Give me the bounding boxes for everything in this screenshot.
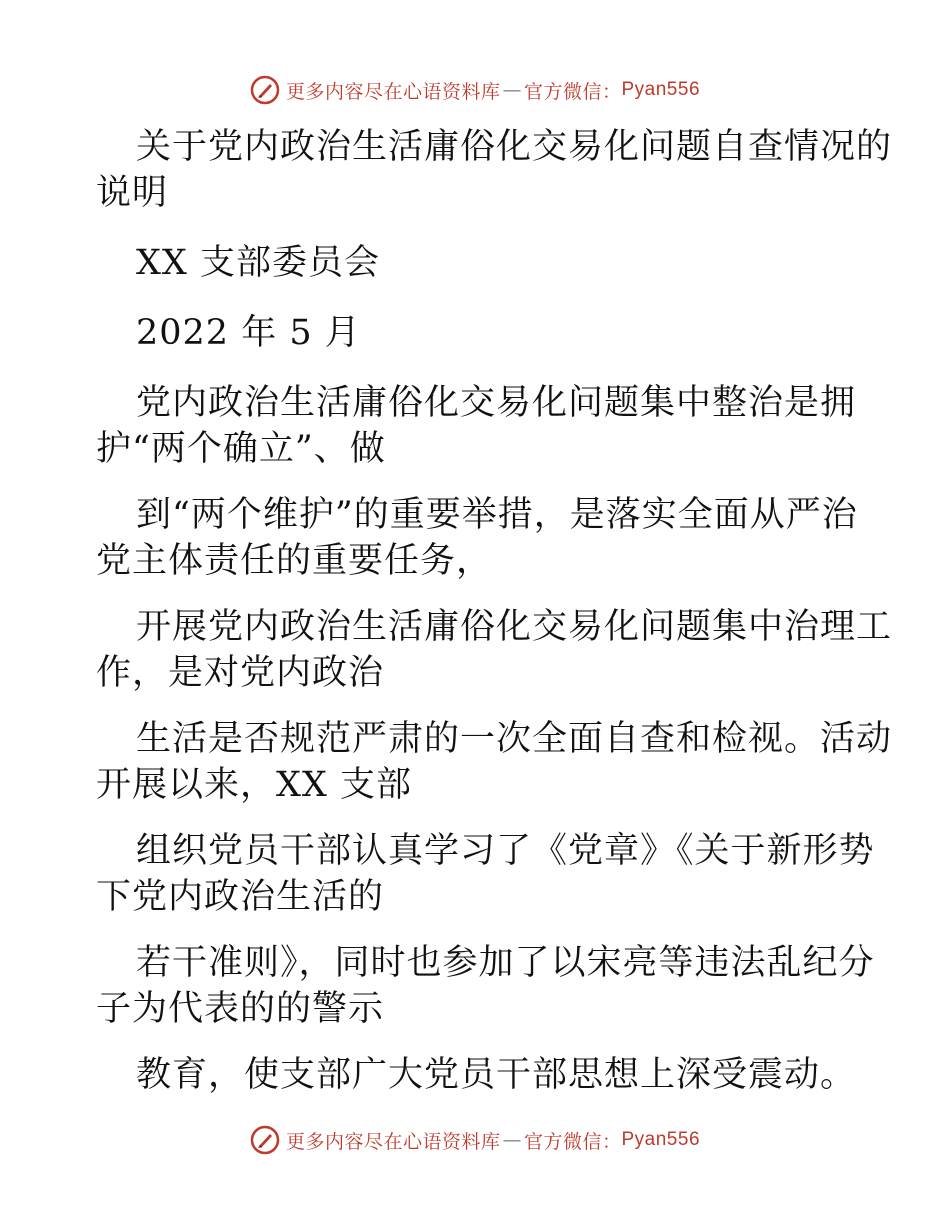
watermark-separator: —: [502, 1129, 522, 1151]
document-date: 2022 年 5 月: [136, 313, 361, 353]
paragraph-line: 到“两个维护”的重要举措，是落实全面从严治: [136, 495, 858, 535]
paragraph-line: 作，是对党内政治: [96, 653, 385, 693]
quill-logo-icon: [250, 1125, 280, 1155]
document-content: [96, 124, 893, 1098]
paragraph-line: 教育，使支部广大党员干部思想上深受震动。: [136, 1055, 857, 1095]
document-title-line-2: 说明: [96, 173, 169, 213]
watermark-text: 更多内容尽在心语资料库: [285, 80, 501, 103]
paragraph-line: 生活是否规范严肃的一次全面自查和检视。活动: [136, 719, 893, 759]
footer-watermark: [0, 1122, 950, 1158]
paragraph-line: 开展以来，XX 支部: [96, 765, 412, 805]
paragraph-line: 下党内政治生活的: [96, 877, 385, 917]
watermark-wechat-label: 官方微信：: [523, 1130, 622, 1153]
paragraph-line: 开展党内政治生活庸俗化交易化问题集中治理工: [136, 607, 893, 647]
watermark-separator: —: [502, 79, 522, 101]
paragraph-line: 组织党员干部认真学习了《党章》《关于新形势: [136, 831, 875, 871]
paragraph-line: 党内政治生活庸俗化交易化问题集中整治是拥: [136, 383, 857, 423]
watermark-wechat-label: 官方微信：: [523, 80, 622, 103]
header-watermark: [0, 72, 950, 108]
document-organization: XX 支部委员会: [136, 243, 380, 283]
paragraph-line: 若干准则》，同时也参加了以宋亮等违法乱纪分: [136, 943, 875, 983]
quill-logo-icon: [250, 75, 280, 105]
watermark-wechat-id: Pyan556: [621, 1129, 701, 1150]
document-title-line-1: 关于党内政治生活庸俗化交易化问题自查情况的: [136, 127, 893, 167]
watermark-text: 更多内容尽在心语资料库: [285, 1130, 501, 1153]
paragraph-line: 子为代表的的警示: [96, 989, 385, 1029]
paragraph-line: 护“两个确立”、做: [96, 429, 386, 469]
watermark-wechat-id: Pyan556: [621, 79, 701, 100]
paragraph-line: 党主体责任的重要任务，: [96, 541, 493, 581]
